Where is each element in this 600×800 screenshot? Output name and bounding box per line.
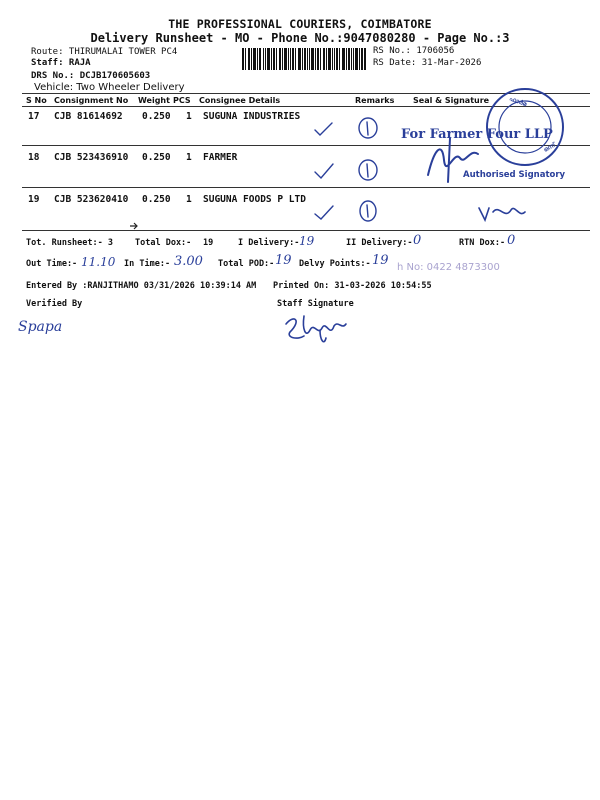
rs-date: RS Date: 31-Mar-2026 (373, 58, 482, 68)
vehicle-text: Vehicle: Two Wheeler Delivery (34, 82, 185, 93)
tick-mark-icon (315, 123, 332, 135)
verified-by-label: Verified By (26, 299, 83, 309)
out-time-value: 11.10 (81, 255, 116, 269)
i-delivery-value: 19 (299, 234, 315, 248)
in-time-label: In Time:- (124, 259, 171, 269)
delvy-points-label: Delvy Points:- (299, 259, 371, 269)
header-seal: Seal & Signature (413, 96, 490, 105)
faded-stamp-phone: h No: 0422 4873300 (397, 262, 500, 273)
row-consignment: CJB 81614692 (54, 111, 123, 122)
table-bottom-rule (22, 230, 590, 231)
row-weight: 0.250 (142, 111, 171, 122)
row-pcs: 1 (186, 152, 192, 163)
stamp-for-text: For Farmer Four LLP (401, 127, 553, 142)
header-sno: S No (26, 96, 47, 105)
drs-number: DRS No.: DCJB170605603 (31, 71, 151, 81)
total-pod-label: Total POD:- (218, 259, 275, 269)
seal-signature-icon (420, 130, 500, 190)
staff-signature-icon (280, 310, 350, 350)
header-pcs: PCS (173, 96, 191, 105)
total-pod-value: 19 (275, 253, 292, 268)
total-dox-label: Total Dox:- (135, 238, 192, 248)
authorised-signatory-text: Authorised Signatory (463, 170, 566, 180)
tot-runsheet: Tot. Runsheet:- 3 (26, 238, 113, 248)
ii-delivery-value: 0 (413, 233, 422, 248)
rtn-dox-value: 0 (507, 233, 516, 248)
rtn-dox-label: RTN Dox:- (459, 238, 506, 248)
row-consignee: SUGUNA INDUSTRIES (203, 111, 301, 122)
entered-by: Entered By :RANJITHAMO 03/31/2026 10:39:14 AM (26, 281, 257, 291)
rs-number: RS No.: 1706056 (373, 46, 455, 56)
barcode-icon (242, 48, 366, 70)
row-sno: 17 (28, 111, 40, 122)
row-pcs: 1 (186, 111, 192, 122)
company-title: THE PROFESSIONAL COURIERS, COIMBATORE (168, 17, 432, 31)
row-pcs: 1 (186, 194, 192, 205)
pen-mark-icon (129, 221, 139, 231)
row-weight: 0.250 (142, 194, 171, 205)
runsheet-subtitle: Delivery Runsheet - MO - Phone No.:9047080280 - Page No.:3 (90, 31, 510, 45)
verified-signature: Spapa (18, 319, 63, 335)
row-consignee: SUGUNA FOODS P LTD (203, 194, 306, 205)
row-sno: 19 (28, 194, 40, 205)
staff-text: Staff: RAJA (31, 58, 91, 68)
row-sno: 18 (28, 152, 40, 163)
header-consignment: Consignment No (54, 96, 129, 105)
tick-mark-icon (315, 164, 333, 178)
tick-mark-icon (315, 206, 333, 219)
header-consignee: Consignee Details (199, 96, 281, 105)
staff-signature-label: Staff Signature (277, 299, 354, 309)
out-time-label: Out Time:- (26, 259, 78, 269)
row-consignee: FARMER (203, 152, 238, 163)
remarks-marks (305, 110, 385, 230)
in-time-value: 3.00 (174, 254, 203, 269)
row19-signature-icon (475, 200, 535, 225)
i-delivery-label: I Delivery:- (238, 238, 300, 248)
row-consignment: CJB 523436910 (54, 152, 129, 163)
header-weight: Weight (138, 96, 170, 105)
ii-delivery-label: II Delivery:- (346, 238, 413, 248)
delvy-points-value: 19 (372, 253, 389, 268)
header-remarks: Remarks (355, 96, 395, 105)
route-text: Route: THIRUMALAI TOWER PC4 (31, 47, 178, 57)
row-weight: 0.250 (142, 152, 171, 163)
total-dox-value: 19 (203, 238, 214, 248)
row-consignment: CJB 523620410 (54, 194, 129, 205)
svg-text:ഫാർമ: ഫാർമ (508, 95, 528, 108)
svg-text:ഒന്ന്: ഒന്ന് (542, 141, 557, 154)
printed-on: Printed On: 31-03-2026 10:54:55 (273, 281, 432, 291)
